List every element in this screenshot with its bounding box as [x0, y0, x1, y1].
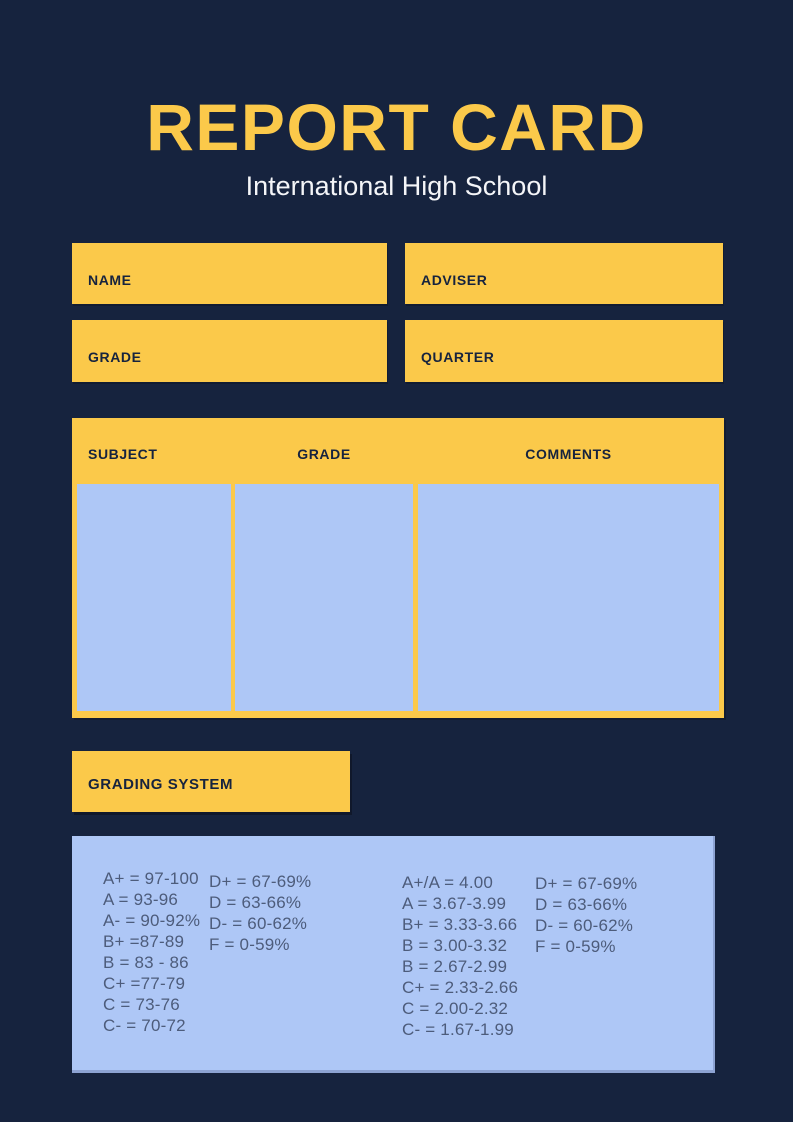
grading-line: D+ = 67-69% [535, 874, 638, 893]
grading-line: D = 63-66% [535, 895, 628, 914]
table-cell-comments[interactable] [418, 484, 719, 711]
grading-line: C = 73-76 [103, 995, 180, 1014]
grading-column-letter-percent [103, 868, 200, 1036]
column-header-comments: COMMENTS [525, 446, 612, 462]
grading-system-panel [72, 836, 715, 1073]
field-label-adviser: ADVISER [421, 271, 488, 288]
grading-line: D- = 60-62% [209, 914, 308, 933]
grading-column-letter-percent-low [209, 871, 311, 955]
grading-line: D+ = 67-69% [209, 872, 312, 891]
column-header-subject: SUBJECT [88, 446, 158, 462]
grading-line: B = 3.00-3.32 [402, 936, 508, 955]
grading-line: F = 0-59% [535, 937, 616, 956]
field-box-grade[interactable] [72, 320, 387, 382]
grading-line: C = 2.00-2.32 [402, 999, 509, 1018]
field-label-quarter: QUARTER [421, 349, 495, 365]
grading-line: C+ = 2.33-2.66 [402, 978, 519, 997]
grading-column-gpa-low [535, 873, 637, 957]
field-box-name[interactable] [72, 243, 387, 304]
school-name: International High School [245, 171, 548, 201]
field-box-quarter[interactable] [405, 320, 723, 382]
grading-line: A+/A = 4.00 [402, 873, 494, 892]
table-cell-subject[interactable] [77, 484, 231, 711]
table-cell-grade[interactable] [235, 484, 413, 711]
field-label-grade: GRADE [88, 349, 142, 365]
grading-line: D = 63-66% [209, 893, 302, 912]
grades-table [72, 418, 724, 718]
grading-line: B+ = 3.33-3.66 [402, 915, 518, 934]
grading-line: A- = 90-92% [103, 911, 201, 930]
grading-line: B+ =87-89 [103, 932, 185, 951]
page-title: REPORT CARD [146, 90, 647, 164]
grading-line: B = 83 - 86 [103, 953, 189, 972]
grading-line: B = 2.67-2.99 [402, 957, 508, 976]
grading-line: A+ = 97-100 [103, 869, 199, 888]
grading-system-heading: GRADING SYSTEM [88, 776, 234, 793]
grading-line: F = 0-59% [209, 935, 290, 954]
grading-column-gpa [402, 872, 518, 1040]
column-header-grade: GRADE [297, 446, 351, 462]
field-label-name: NAME [88, 271, 132, 288]
grading-line: C+ =77-79 [103, 974, 186, 993]
grading-line: C- = 1.67-1.99 [402, 1020, 514, 1039]
grading-line: C- = 70-72 [103, 1016, 186, 1035]
grading-system-heading-box [72, 751, 350, 812]
grading-line: A = 3.67-3.99 [402, 894, 507, 913]
grading-line: D- = 60-62% [535, 916, 634, 935]
grading-line: A = 93-96 [103, 890, 179, 909]
field-box-adviser[interactable] [405, 243, 723, 304]
